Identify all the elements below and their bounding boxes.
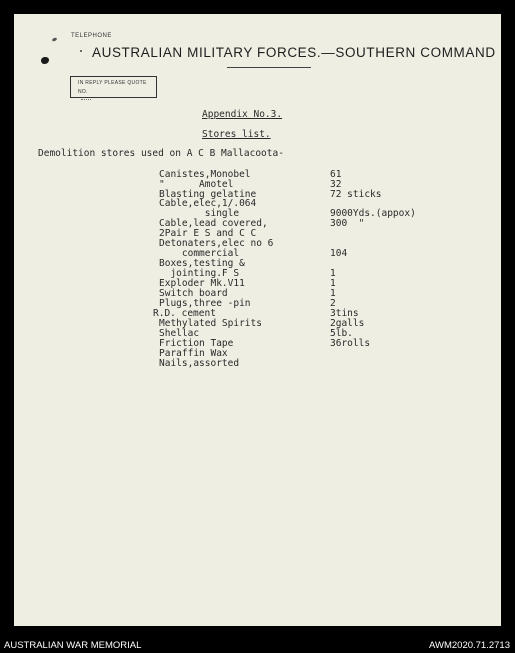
- item-quantity: 1: [330, 288, 336, 299]
- item-quantity: 300 ": [330, 218, 365, 229]
- item-name: jointing.F S: [159, 268, 240, 279]
- item-name: Friction Tape: [159, 338, 234, 349]
- letterhead-underline: [227, 67, 311, 68]
- item-name: Nails,assorted: [159, 358, 240, 369]
- item-quantity: 36rolls: [330, 338, 371, 349]
- item-quantity: 2: [330, 298, 336, 309]
- item-quantity: 5lb.: [330, 328, 353, 339]
- item-quantity: 2galls: [330, 318, 365, 329]
- item-quantity: 61: [330, 169, 342, 180]
- item-name: Canistes,Monobel: [159, 169, 251, 180]
- archive-credit: AUSTRALIAN WAR MEMORIAL: [4, 640, 142, 651]
- stores-list-heading: Stores list.: [202, 129, 271, 140]
- item-quantity: 3tins: [330, 308, 359, 319]
- item-quantity: 1: [330, 268, 336, 279]
- item-name: Methylated Spirits: [159, 318, 262, 329]
- item-name: Boxes,testing &: [159, 258, 245, 269]
- item-quantity: 72 sticks: [330, 189, 382, 200]
- item-name: Cable,elec,1/.064: [159, 198, 257, 209]
- reply-reference-box: [70, 76, 157, 98]
- item-name: single: [159, 208, 240, 219]
- reply-quote-label: IN REPLY PLEASE QUOTE: [78, 80, 147, 86]
- item-name: commercial: [159, 248, 240, 259]
- item-name: Blasting gelatine: [159, 189, 257, 200]
- ink-dot: [80, 50, 82, 52]
- reply-number-label: NO.: [78, 89, 88, 95]
- item-quantity: 9000Yds.(appox): [330, 208, 416, 219]
- item-name: Paraffin Wax: [159, 348, 228, 359]
- item-name: Plugs,three -pin: [159, 298, 251, 309]
- item-name: Exploder Mk.V11: [159, 278, 245, 289]
- item-name: Switch board: [159, 288, 228, 299]
- intro-line: Demolition stores used on A C B Mallacoota-: [38, 148, 284, 159]
- item-quantity: 32: [330, 179, 342, 190]
- archive-reference: AWM2020.71.2713: [429, 640, 510, 651]
- item-name: Detonaters,elec no 6: [159, 238, 274, 249]
- item-name: Cable,lead covered,: [159, 218, 268, 229]
- item-name: R.D. cement: [153, 308, 216, 319]
- item-name: " Amotel: [159, 179, 234, 190]
- item-name: Shellac: [159, 328, 200, 339]
- item-name: 2Pair E S and C C: [159, 228, 257, 239]
- letterhead-title: AUSTRALIAN MILITARY FORCES.—SOUTHERN COMMAND: [92, 45, 496, 60]
- reply-dots: [81, 99, 91, 101]
- appendix-title: Appendix No.3.: [202, 109, 283, 120]
- item-quantity: 104: [330, 248, 348, 259]
- telephone-label: TELEPHONE: [71, 33, 112, 39]
- item-quantity: 1: [330, 278, 336, 289]
